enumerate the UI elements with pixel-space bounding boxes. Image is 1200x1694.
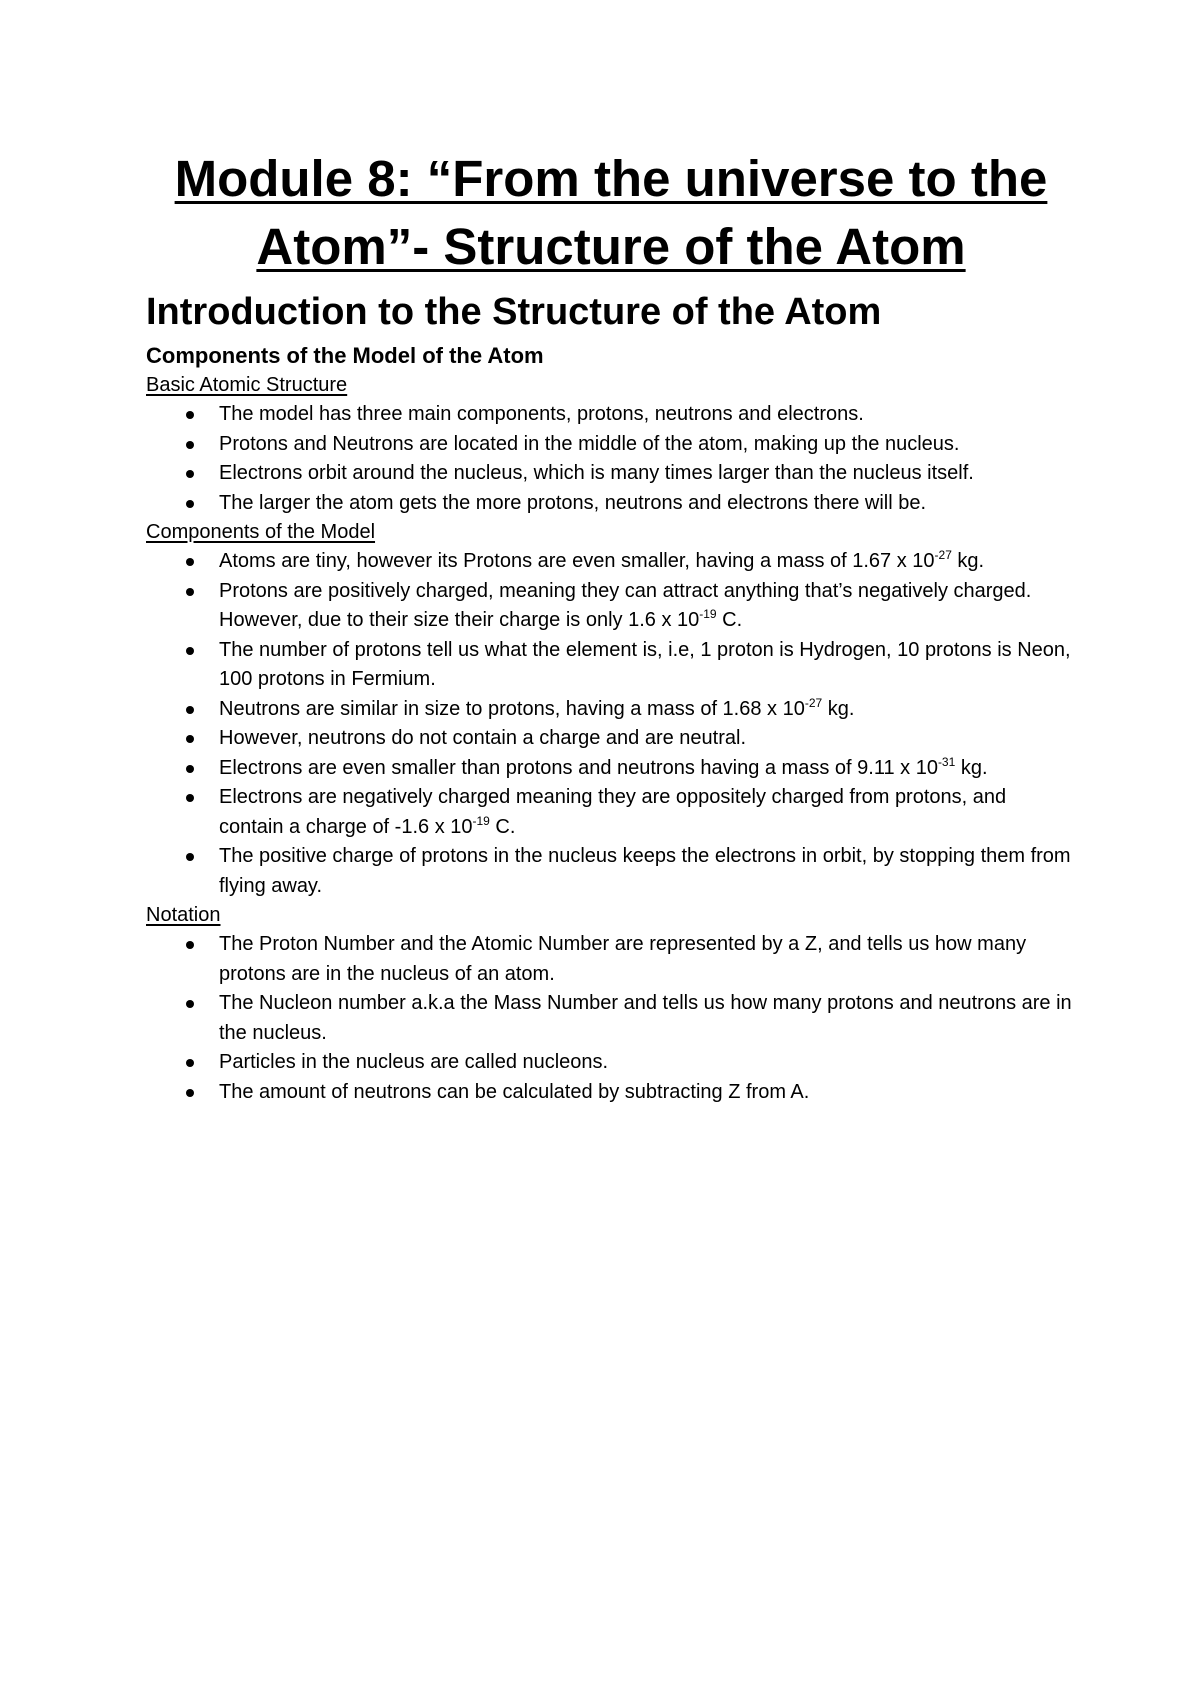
subheading-basic-atomic-structure: Basic Atomic Structure bbox=[146, 374, 348, 396]
list-item bbox=[146, 1078, 1076, 1108]
list-item bbox=[146, 754, 1076, 784]
list-item bbox=[146, 577, 1076, 636]
list-item-text: The number of protons tell us what the element is, i.e, 1 proton is Hydrogen, 10 protons is Neon, 100 protons in Fermium. bbox=[219, 638, 1071, 690]
list-item bbox=[146, 430, 1076, 460]
list-item-text: Electrons are negatively charged meaning they are oppositely charged from protons, and contain a charge of -1.6 x 10 bbox=[219, 786, 1007, 838]
subheading-components-of-the-model: Components of the Model bbox=[146, 521, 376, 543]
bullet-icon bbox=[186, 941, 194, 949]
bullet-icon bbox=[186, 558, 194, 566]
list-item-text-end: C. bbox=[489, 815, 516, 838]
list-item bbox=[146, 489, 1076, 519]
bullet-icon bbox=[186, 1059, 194, 1067]
list-item-text: Neutrons are similar in size to protons, having a mass of 1.68 x 10 bbox=[219, 697, 805, 720]
bullet-icon bbox=[186, 765, 194, 773]
list-item bbox=[146, 459, 1076, 489]
list-item bbox=[146, 989, 1076, 1048]
list-item-text: Particles in the nucleus are called nucleons. bbox=[219, 1051, 609, 1073]
list-item bbox=[146, 930, 1076, 989]
bullet-icon bbox=[186, 470, 194, 478]
list-item bbox=[146, 783, 1076, 842]
bullet-icon bbox=[186, 411, 194, 419]
list-item bbox=[146, 842, 1076, 901]
basic-structure-list bbox=[146, 400, 1076, 518]
bullet-icon bbox=[186, 647, 194, 655]
bullet-icon bbox=[186, 794, 194, 802]
list-item-text: The model has three main components, protons, neutrons and electrons. bbox=[219, 403, 864, 425]
exponent: -31 bbox=[937, 754, 956, 769]
list-item-text-end: C. bbox=[716, 609, 743, 631]
list-item-text: The Nucleon number a.k.a the Mass Number and tells us how many protons and neutrons are in the nucleus. bbox=[219, 992, 1072, 1044]
list-item-text-end: kg. bbox=[822, 697, 855, 720]
document-title bbox=[146, 145, 1076, 281]
list-item-text: Electrons are even smaller than protons and neutrons having a mass of 9.11 x 10 bbox=[219, 756, 938, 779]
bullet-icon bbox=[186, 588, 194, 596]
exponent: -19 bbox=[472, 813, 490, 828]
document-content bbox=[146, 145, 1076, 1107]
list-item bbox=[146, 636, 1076, 695]
list-item-text: Atoms are tiny, however its Protons are even smaller, having a mass of 1.67 x 10 bbox=[219, 550, 935, 572]
bullet-icon bbox=[186, 1089, 194, 1097]
list-item-text: Electrons orbit around the nucleus, which is many times larger than the nucleus itself. bbox=[219, 462, 974, 484]
bullet-icon bbox=[186, 1000, 194, 1008]
list-item-text: However, neutrons do not contain a charge and are neutral. bbox=[219, 727, 747, 749]
components-list bbox=[146, 547, 1076, 901]
exponent: -27 bbox=[804, 695, 823, 710]
document-title-line-1: Module 8: “From the universe to the bbox=[174, 150, 1048, 207]
list-item bbox=[146, 695, 1076, 725]
list-item-text: The larger the atom gets the more protons, neutrons and electrons there will be. bbox=[219, 491, 927, 514]
bullet-icon bbox=[186, 706, 194, 714]
list-item-text: Protons and Neutrons are located in the middle of the atom, making up the nucleus. bbox=[219, 432, 960, 455]
bullet-icon bbox=[186, 441, 194, 449]
list-item-text: The amount of neutrons can be calculated by subtracting Z from A. bbox=[219, 1080, 810, 1103]
subheading-notation: Notation bbox=[146, 904, 221, 926]
list-item-text-end: kg. bbox=[955, 756, 988, 779]
exponent: -19 bbox=[699, 607, 717, 621]
document-title-line-2: Atom”- Structure of the Atom bbox=[256, 218, 966, 275]
list-item-text-end: kg. bbox=[951, 550, 985, 572]
notation-list bbox=[146, 930, 1076, 1107]
list-item bbox=[146, 724, 1076, 754]
bullet-icon bbox=[186, 853, 194, 861]
bullet-icon bbox=[186, 500, 194, 508]
list-item bbox=[146, 547, 1076, 577]
heading-components-of-model-of-atom: Components of the Model of the Atom bbox=[146, 343, 544, 368]
list-item-text: The positive charge of protons in the nucleus keeps the electrons in orbit, by stopping them from flying away. bbox=[219, 845, 1071, 897]
exponent: -27 bbox=[934, 548, 952, 562]
list-item bbox=[146, 1048, 1076, 1078]
list-item-text: Protons are positively charged, meaning they can attract anything that’s negatively charged. However, due to their size their charge is only 1.6 x 10 bbox=[219, 579, 1032, 631]
list-item bbox=[146, 400, 1076, 430]
heading-introduction: Introduction to the Structure of the Atom bbox=[146, 291, 882, 333]
bullet-icon bbox=[186, 735, 194, 743]
list-item-text: The Proton Number and the Atomic Number are represented by a Z, and tells us how many protons are in the nucleus of an atom. bbox=[219, 933, 1027, 985]
